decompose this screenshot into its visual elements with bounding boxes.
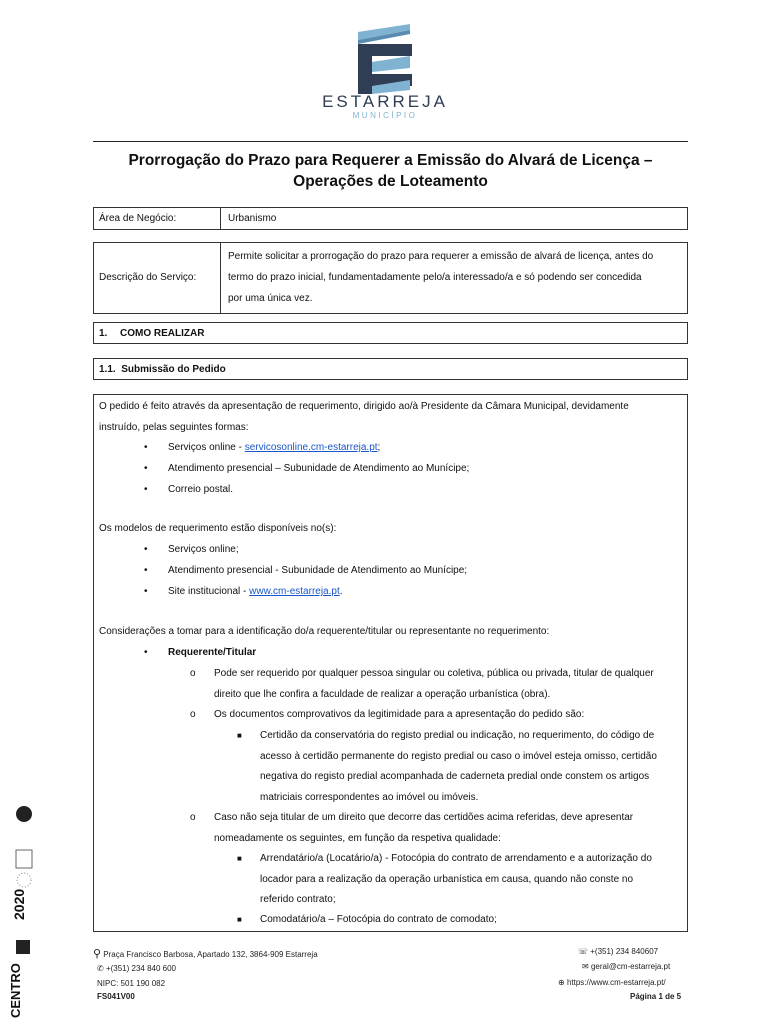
funding-logos-sidebar <box>8 780 38 1018</box>
req-item-2: Os documentos comprovativos da legitimidade para a apresentação do pedido são: <box>214 709 585 720</box>
bullet-icon: • <box>144 647 148 658</box>
footer-email[interactable]: geral@cm-estarreja.pt <box>590 962 671 971</box>
subsection-heading-1-1 <box>93 358 688 380</box>
bullet-icon: • <box>144 586 148 597</box>
bullet-icon: • <box>144 484 148 495</box>
form-item-after: ; <box>377 442 381 453</box>
bullet-icon: • <box>144 442 148 453</box>
square-bullet-icon: ■ <box>237 915 242 924</box>
description-label: Descrição do Serviço: <box>99 272 197 283</box>
phone-icon: ✆ <box>97 964 104 973</box>
section-number: 1. <box>99 328 108 339</box>
centro-2020-label: CENTRO <box>8 963 23 1018</box>
footer-phone: +(351) 234 840 600 <box>105 964 176 973</box>
models-intro: Os modelos de requerimento estão disponíveis no(s): <box>99 523 337 534</box>
title-rule <box>93 141 688 142</box>
content-box <box>93 394 688 932</box>
document-title <box>93 150 688 192</box>
considerations: Considerações a tomar para a identificação do/a requerente/titular ou representante no requerimento: <box>99 626 550 637</box>
model-item-online: Serviços online; <box>168 544 239 555</box>
description-row <box>93 242 688 314</box>
form-item-presencial: Atendimento presencial – Subunidade de Atendimento ao Munícipe; <box>168 463 470 474</box>
bullet-icon: • <box>144 463 148 474</box>
portugal-2020-label: 2020 <box>11 888 27 920</box>
circle-bullet-icon: o <box>190 812 196 823</box>
servicosonline-link[interactable]: servicosonline.cm-estarreja.pt <box>244 442 378 453</box>
form-item-online <box>168 438 380 459</box>
arrendatario-item <box>260 849 682 911</box>
footer-web[interactable]: https://www.cm-estarreja.pt/ <box>566 978 666 987</box>
email-icon: ✉ <box>582 962 589 971</box>
footer-web-row <box>558 977 666 989</box>
description-line: Permite solicitar a prorrogação do prazo para requerer a emissão de alvará de licença, antes do <box>228 251 654 262</box>
model-item-after: . <box>339 586 343 597</box>
circle-bullet-icon: o <box>190 709 196 720</box>
arr-line: Arrendatário/a (Locatário/a) - Fotocópia do contrato de arrendamento e a autorização do <box>260 853 652 864</box>
description-text <box>228 246 653 309</box>
intro-line: O pedido é feito através da apresentação de requerimento, dirigido ao/à Presidente da Câmara Municipal, devidamente <box>99 401 629 412</box>
form-item-text: Serviços online - <box>168 442 245 453</box>
description-line: por uma única vez. <box>228 293 313 304</box>
area-label: Área de Negócio: <box>99 213 177 224</box>
certidao-item <box>260 726 682 808</box>
req-line: direito que lhe confira a faculdade de realizar a operação urbanística (obra). <box>214 688 551 700</box>
req-line: Pode ser requerido por qualquer pessoa singular ou coletiva, pública ou privada, titular de qualquer <box>214 668 654 679</box>
caso-line: Caso não seja titular de um direito que decorre das certidões acima referidas, deve apresentar <box>214 812 634 823</box>
intro-paragraph <box>99 397 682 438</box>
title-line-2: Operações de Loteamento <box>293 173 488 190</box>
title-line-1: Prorrogação do Prazo para Requerer a Emissão do Alvará de Licença – <box>128 152 653 169</box>
arr-line: locador para a realização da operação urbanística em causa, quando não conste no <box>260 873 634 885</box>
square-bullet-icon: ■ <box>237 854 242 863</box>
model-item-presencial: Atendimento presencial - Subunidade de Atendimento ao Munícipe; <box>168 565 468 576</box>
footer-page-number: Página 1 de 5 <box>630 992 682 1001</box>
circle-bullet-icon: o <box>190 668 196 679</box>
footer-address: Praça Francisco Barbosa, Apartado 132, 3864-909 Estarreja <box>103 950 318 959</box>
arr-line: referido contrato; <box>260 894 336 905</box>
globe-icon: ⊕ <box>558 978 565 987</box>
subsection-title: 1.1. Submissão do Pedido <box>99 364 226 375</box>
logo-wordmark: ESTARREJA <box>322 92 448 111</box>
footer-nipc: NIPC: 501 190 082 <box>97 979 166 988</box>
footer-fax-row <box>578 946 658 958</box>
footer-fax: +(351) 234 840607 <box>590 947 659 956</box>
footer-email-row <box>582 961 670 973</box>
footer-phone-row <box>97 963 176 975</box>
cm-estarreja-link[interactable]: www.cm-estarreja.pt <box>249 586 340 597</box>
location-pin-icon: ⚲ <box>93 948 102 960</box>
intro-line: instruído, pelas seguintes formas: <box>99 421 249 433</box>
caso-item <box>214 808 682 849</box>
area-value: Urbanismo <box>228 213 277 224</box>
req-item-1 <box>214 664 682 705</box>
comodatario-item: Comodatário/a – Fotocópia do contrato de comodato; <box>260 914 497 925</box>
square-bullet-icon: ■ <box>237 731 242 740</box>
form-item-correio: Correio postal. <box>168 484 234 495</box>
model-item-text: Site institucional - <box>168 586 250 597</box>
cert-line: matriciais correspondentes ao imóvel ou imóveis. <box>260 791 479 803</box>
fax-icon: ☏ <box>578 947 589 956</box>
area-row <box>93 207 688 230</box>
bullet-icon: • <box>144 565 148 576</box>
model-item-site <box>168 582 343 603</box>
logo-subtitle: MUNICÍPIO <box>352 111 418 120</box>
cert-line: Certidão da conservatória do registo predial ou indicação, no requerimento, do código de <box>260 730 655 741</box>
section-title: COMO REALIZAR <box>120 328 205 339</box>
cert-line: negativa do registo predial acompanhada de caderneta predial onde constem os artigos <box>260 771 650 782</box>
footer-code: FS041V00 <box>97 992 135 1001</box>
requerente-heading: Requerente/Titular <box>168 647 257 658</box>
cert-line: acesso à certidão permanente do registo predial ou caso o imóvel esteja omisso, certidão <box>260 750 657 762</box>
description-line: termo do prazo inicial, fundamentadamente pelo/a interessado/a e só podendo ser concedida <box>228 272 642 283</box>
footer-address-row <box>93 948 318 961</box>
section-heading-1 <box>93 322 688 344</box>
bullet-icon: • <box>144 544 148 555</box>
caso-line: nomeadamente os seguintes, em função da respetiva qualidade: <box>214 832 501 844</box>
